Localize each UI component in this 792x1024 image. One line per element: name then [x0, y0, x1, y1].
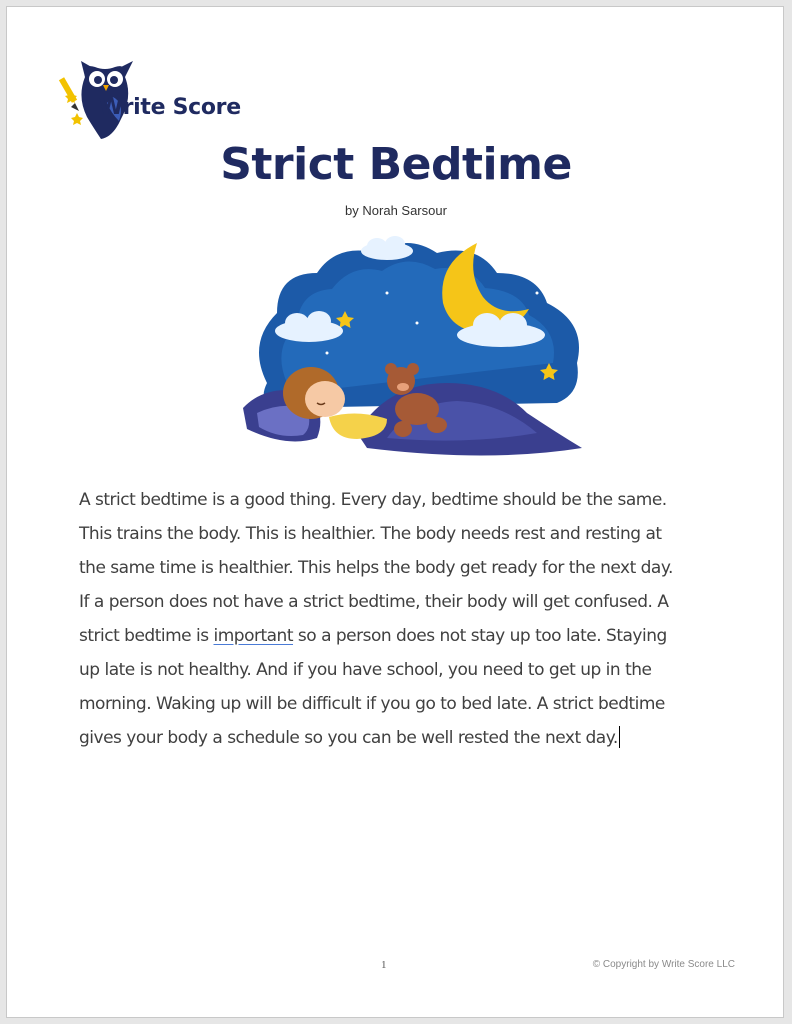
line-text: gives your body a schedule so you can be well rested the next day. — [79, 728, 618, 748]
paragraph-line: morning. Waking up will be difficult if you go to bed late. A strict bedtime — [79, 694, 665, 714]
paragraph-line: the same time is healthier. This helps the body get ready for the next day. — [79, 558, 673, 578]
flagged-word[interactable]: important — [213, 626, 293, 646]
paragraph-line — [79, 619, 719, 653]
line-text: so a person does not stay up too late. Staying — [293, 626, 667, 646]
copyright-notice: © Copyright by Write Score LLC — [592, 959, 735, 970]
paragraph-line: A strict bedtime is a good thing. Every day, bedtime should be the same. — [79, 490, 667, 510]
paragraph-line: up late is not healthy. And if you have school, you need to get up in the — [79, 660, 652, 680]
line-text: strict bedtime is — [79, 626, 214, 646]
document-byline: by Norah Sarsour — [345, 203, 447, 218]
text-cursor — [619, 726, 620, 748]
paragraph-line: This trains the body. This is healthier. The body needs rest and resting at — [79, 524, 662, 544]
paragraph-line: If a person does not have a strict bedtime, their body will get confused. A — [79, 592, 669, 612]
sleeping-girl-illustration — [237, 233, 592, 461]
page-number: 1 — [381, 959, 387, 971]
document-page — [6, 6, 784, 1018]
logo-text: Write Score — [99, 95, 241, 120]
body-paragraph[interactable] — [79, 483, 719, 755]
paragraph-line — [79, 721, 719, 755]
document-title: Strict Bedtime — [220, 139, 572, 190]
